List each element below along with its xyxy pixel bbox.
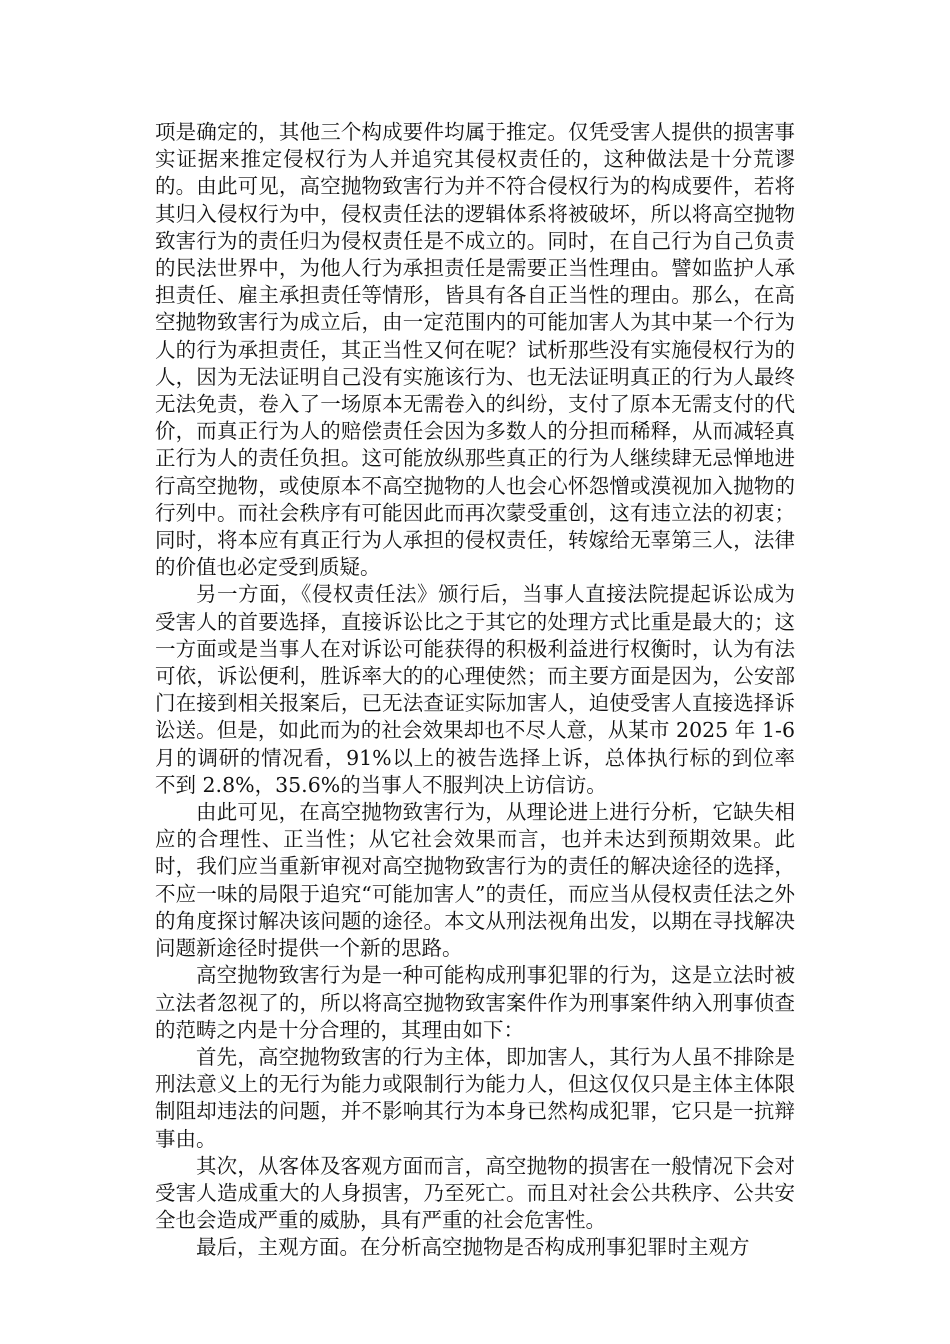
paragraph-7: 最后，主观方面。在分析高空抛物是否构成刑事犯罪时主观方 [196,1235,750,1260]
paragraph-2: 另一方面，《侵权责任法》颁行后，当事人直接法院提起诉讼成为受害人的首要选择，直接诉讼比之于其它的处理方式比重是最大的；这一方面或是当事人在对诉讼可能获得的积极利益进行权衡时，认为有法可依，诉讼便利，胜诉率大的的心理使然；而主要方面是因为，公安部门在接到相关报案后，已无法查证实际加害人，迫使受害人直接选择诉讼送。但是，如此而为的社会效果却也不尽人意，从某市 2025 年 1-6 月的调研的情况看，91%以上的被告选择上诉，总体执行标的到位率不到 2.8%，35.6%的当事人不服判决上访信访。 [155,582,795,797]
document-body [155,119,795,1262]
paragraph-3: 由此可见，在高空抛物致害行为，从理论进上进行分析，它缺失相应的合理性、正当性；从它社会效果而言，也并未达到预期效果。此时，我们应当重新审视对高空抛物致害行为的责任的解决途径的选择，不应一味的局限于追究“可能加害人”的责任，而应当从侵权责任法之外的角度探讨解决该问题的途径。本文从刑法视角出发，以期在寻找解决问题新途径时提供一个新的思路。 [155,800,795,961]
paragraph-5: 首先，高空抛物致害的行为主体，即加害人，其行为人虽不排除是刑法意义上的无行为能力或限制行为能力人，但这仅仅只是主体主体限制阻却违法的问题，并不影响其行为本身已然构成犯罪，它只是一抗辩事由。 [155,1044,795,1151]
paragraph-4: 高空抛物致害行为是一种可能构成刑事犯罪的行为，这是立法时被立法者忽视了的，所以将高空抛物致害案件作为刑事案件纳入刑事侦查的范畴之内是十分合理的，其理由如下： [155,963,795,1042]
paragraph-6: 其次，从客体及客观方面而言，高空抛物的损害在一般情况下会对受害人造成重大的人身损害，乃至死亡。而且对社会公共秩序、公共安全也会造成严重的威胁，具有严重的社会危害性。 [155,1153,795,1233]
paragraph-1: 项是确定的，其他三个构成要件均属于推定。仅凭受害人提供的损害事实证据来推定侵权行为人并追究其侵权责任的，这种做法是十分荒谬的。由此可见，高空抛物致害行为并不符合侵权行为的构成要件，若将其归入侵权行为中，侵权责任法的逻辑体系将被破坏，所以将高空抛物致害行为的责任归为侵权责任是不成立的。同时，在自己行为自己负责的民法世界中，为他人行为承担责任是需要正当性理由。譬如监护人承担责任、雇主承担责任等情形，皆具有各自正当性的理由。那么，在高空抛物致害行为成立后，由一定范围内的可能加害人为其中某一个行为人的行为承担责任，其正当性又何在呢？试析那些没有实施侵权行为的人，因为无法证明自己没有实施该行为、也无法证明真正的行为人最终无法免责，卷入了一场原本无需卷入的纠纷，支付了原本无需支付的代价，而真正行为人的赔偿责任会因为多数人的分担而稀释，从而减轻真正行为人的责任负担。这可能放纵那些真正的行为人继续肆无忌惮地进行高空抛物，或使原本不高空抛物的人也会心怀怨憎或漠视加入抛物的行列中。而社会秩序有可能因此而再次蒙受重创，这有违立法的初衷；同时，将本应有真正行为人承担的侵权责任，转嫁给无辜第三人，法律的价值也必定受到质疑。 [155,120,795,580]
